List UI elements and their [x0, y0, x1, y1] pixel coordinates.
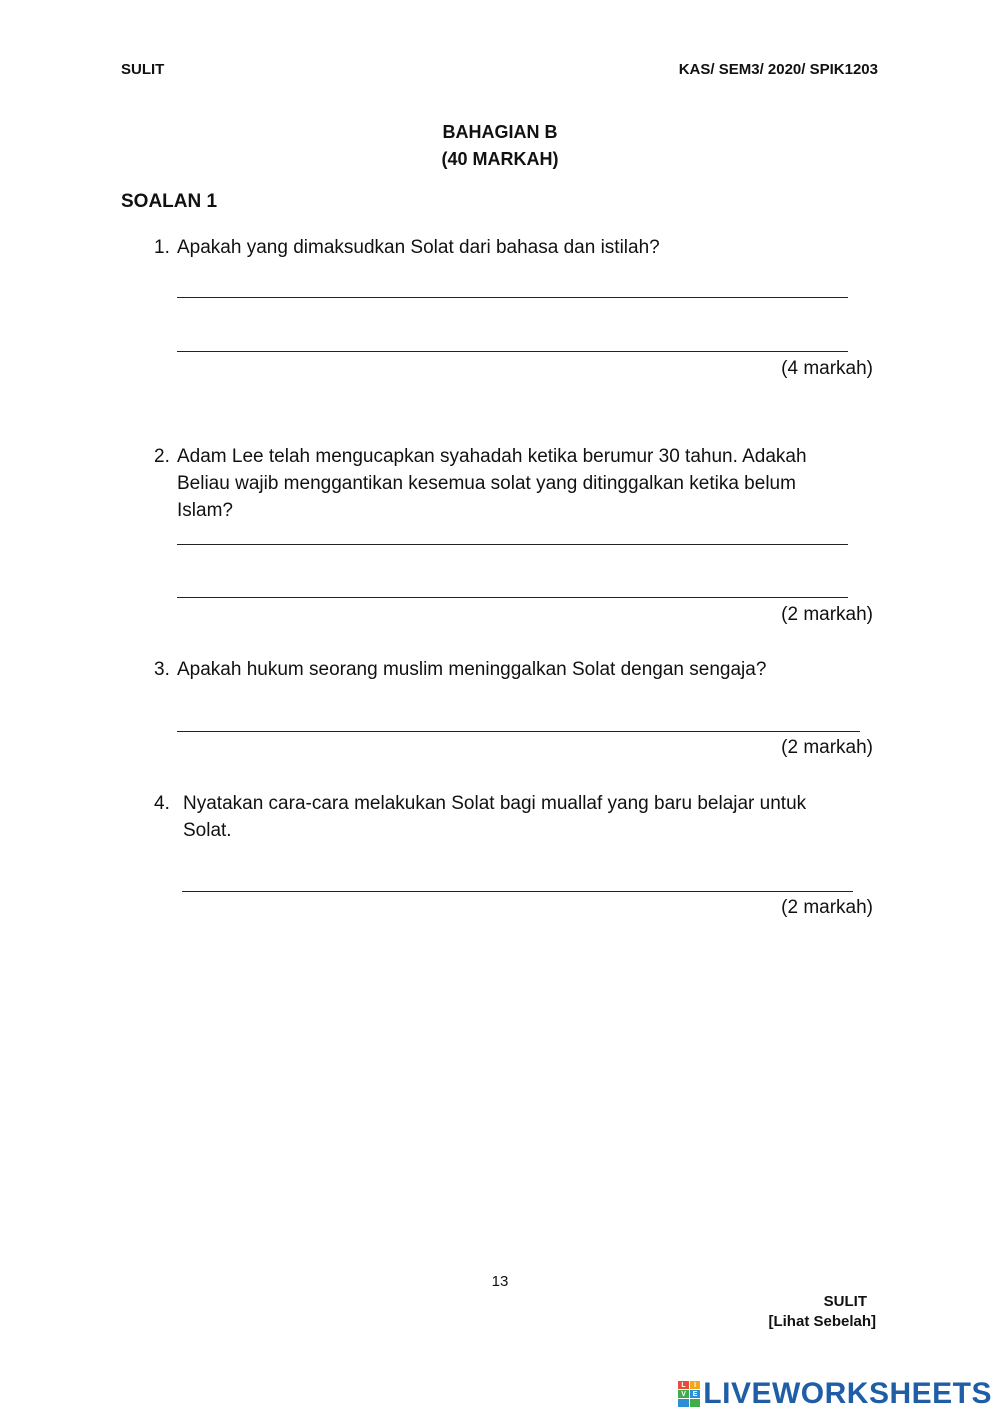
question-number: 2. [154, 446, 170, 467]
question-number: 3. [154, 659, 170, 680]
page-number: 13 [491, 1273, 509, 1290]
badge-letter: V [678, 1390, 689, 1398]
header-course-code: KAS/ SEM3/ 2020/ SPIK1203 [678, 61, 878, 78]
question-text: Nyatakan cara-cara melakukan Solat bagi muallaf yang baru belajar untuk [183, 793, 807, 814]
marks-label: (2 markah) [781, 897, 873, 918]
live-badge-icon [678, 1381, 700, 1407]
question-text: Apakah hukum seorang muslim meninggalkan Solat dengan sengaja? [177, 659, 767, 680]
footer-sulit: SULIT [823, 1293, 867, 1310]
question-2 [154, 443, 874, 524]
question-text: Solat. [183, 820, 232, 841]
badge-letter: I [690, 1381, 701, 1389]
question-1 [154, 234, 874, 261]
footer-see-next: [Lihat Sebelah] [768, 1313, 876, 1330]
question-text: Adam Lee telah mengucapkan syahadah ketika berumur 30 tahun. Adakah [177, 446, 807, 467]
answer-line[interactable] [177, 297, 848, 298]
question-group-title: SOALAN 1 [121, 191, 218, 212]
marks-label: (4 markah) [781, 358, 873, 379]
liveworksheets-text: LIVEWORKSHEETS [703, 1377, 992, 1410]
badge-letter: L [678, 1381, 689, 1389]
header-left-label: SULIT [121, 61, 165, 78]
question-text: Apakah yang dimaksudkan Solat dari bahasa dan istilah? [177, 237, 660, 258]
answer-line[interactable] [177, 544, 848, 545]
answer-line[interactable] [177, 597, 848, 598]
question-text: Beliau wajib menggantikan kesemua solat yang ditinggalkan ketika belum [177, 473, 796, 494]
question-number: 4. [154, 793, 170, 814]
answer-line[interactable] [177, 351, 848, 352]
question-4 [154, 790, 874, 844]
answer-line[interactable] [177, 731, 860, 732]
marks-label: (2 markah) [781, 737, 873, 758]
question-3 [154, 656, 874, 683]
marks-label: (2 markah) [781, 604, 873, 625]
liveworksheets-logo [678, 1377, 992, 1411]
question-number: 1. [154, 237, 170, 258]
section-marks: (40 MARKAH) [441, 149, 559, 169]
answer-line[interactable] [182, 891, 853, 892]
question-text: Islam? [177, 500, 233, 521]
badge-letter: E [690, 1390, 701, 1398]
section-title: BAHAGIAN B [442, 122, 558, 142]
